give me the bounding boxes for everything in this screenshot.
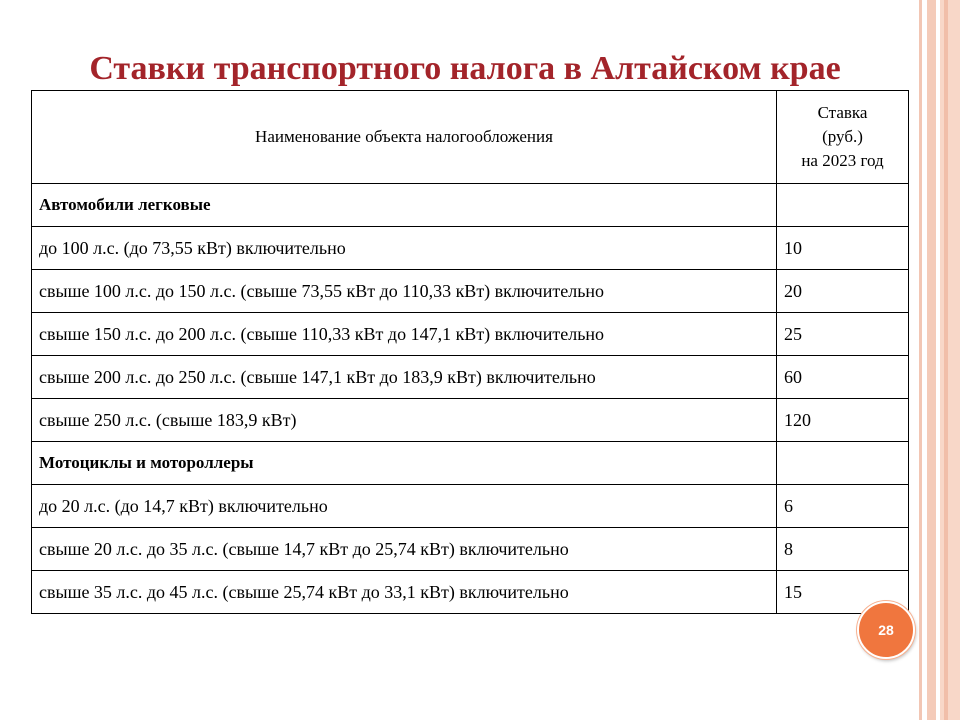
- rate-cell: 10: [777, 227, 909, 270]
- table-row: [32, 270, 909, 313]
- table-row-category: [32, 184, 909, 227]
- object-name-cell: до 100 л.с. (до 73,55 кВт) включительно: [32, 227, 777, 270]
- rate-cell: [777, 442, 909, 485]
- object-name-cell: свыше 20 л.с. до 35 л.с. (свыше 14,7 кВт до 25,74 кВт) включительно: [32, 528, 777, 571]
- rate-cell: 60: [777, 356, 909, 399]
- object-name-cell: свыше 200 л.с. до 250 л.с. (свыше 147,1 кВт до 183,9 кВт) включительно: [32, 356, 777, 399]
- table-row: [32, 399, 909, 442]
- rate-cell: 20: [777, 270, 909, 313]
- tax-rates-table: [31, 90, 909, 614]
- table-row: [32, 571, 909, 614]
- object-name-cell: свыше 100 л.с. до 150 л.с. (свыше 73,55 кВт до 110,33 кВт) включительно: [32, 270, 777, 313]
- slide-title: Ставки транспортного налога в Алтайском крае: [89, 49, 841, 87]
- header-rate: [777, 91, 909, 184]
- table-header-row: [32, 91, 909, 184]
- category-name: Мотоциклы и мотороллеры: [32, 442, 777, 485]
- rate-cell: 25: [777, 313, 909, 356]
- object-name-cell: свыше 35 л.с. до 45 л.с. (свыше 25,74 кВт до 33,1 кВт) включительно: [32, 571, 777, 614]
- table-row: [32, 485, 909, 528]
- header-object-name: Наименование объекта налогообложения: [32, 91, 777, 184]
- header-rate-line: на 2023 год: [801, 151, 884, 170]
- object-name-cell: свыше 250 л.с. (свыше 183,9 кВт): [32, 399, 777, 442]
- table-row: [32, 356, 909, 399]
- object-name-cell: свыше 150 л.с. до 200 л.с. (свыше 110,33 кВт до 147,1 кВт) включительно: [32, 313, 777, 356]
- object-name-cell: до 20 л.с. (до 14,7 кВт) включительно: [32, 485, 777, 528]
- header-rate-line: Ставка: [817, 103, 868, 122]
- decorative-border-stripe: [940, 0, 960, 720]
- page-number-badge: 28: [857, 601, 915, 659]
- table-row: [32, 313, 909, 356]
- rate-cell: 6: [777, 485, 909, 528]
- rate-cell: [777, 184, 909, 227]
- header-rate-line: (руб.): [822, 127, 863, 146]
- table-row: [32, 227, 909, 270]
- decorative-border-stripe: [927, 0, 936, 720]
- rate-cell: 8: [777, 528, 909, 571]
- table-row: [32, 528, 909, 571]
- decorative-border-stripe: [919, 0, 922, 720]
- table-row-category: [32, 442, 909, 485]
- category-name: Автомобили легковые: [32, 184, 777, 227]
- rate-cell: 120: [777, 399, 909, 442]
- decorative-border-stripe: [944, 0, 948, 720]
- rate-cell: 15: [777, 571, 909, 614]
